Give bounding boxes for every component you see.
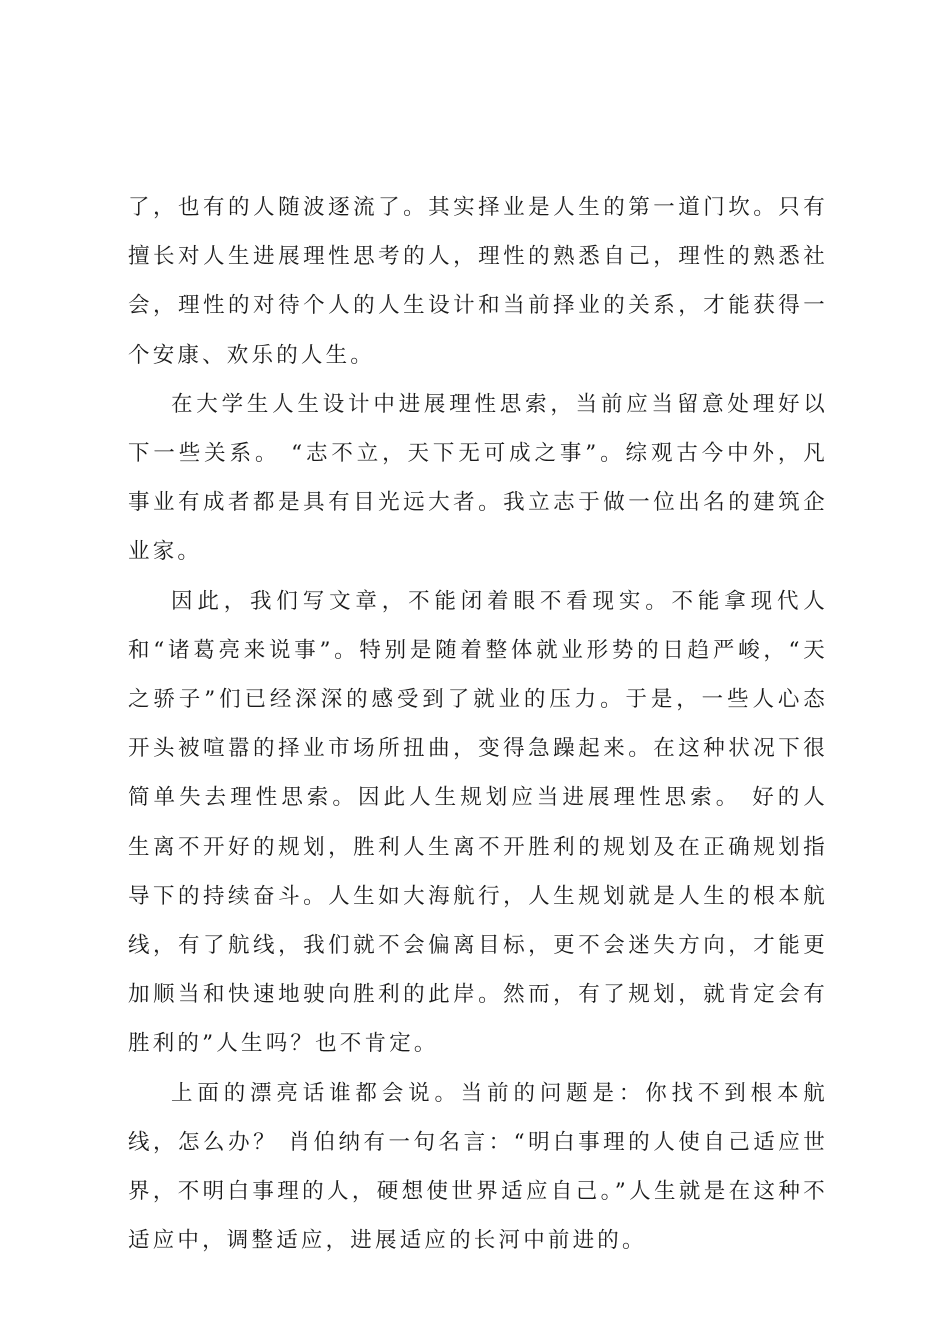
- document-body: [128, 183, 828, 1265]
- paragraph-3: 因此，我们写文章，不能闭着眼不看现实。不能拿现代人和“诸葛亮来说事”。特别是随着整体就业形势的日趋严峻，“天之骄子”们已经深深的感受到了就业的压力。于是，一些人心态开头被喧嚣的择业市场所扭曲，变得急躁起来。在这种状况下很简单失去理性思索。因此人生规划应当进展理性思索。 好的人生离不开好的规划，胜利人生离不开胜利的规划及在正确规划指导下的持续奋斗。人生如大海航行，人生规划就是人生的根本航线，有了航线，我们就不会偏离目标，更不会迷失方向，才能更加顺当和快速地驶向胜利的此岸。然而，有了规划，就肯定会有胜利的”人生吗？也不肯定。: [128, 588, 828, 1057]
- paragraph-2: 在大学生人生设计中进展理性思索，当前应当留意处理好以下一些关系。 “志不立，天下无可成之事”。综观古今中外，凡事业有成者都是具有目光远大者。我立志于做一位出名的建筑企业家。: [128, 391, 828, 565]
- paragraph-1: 了，也有的人随波逐流了。其实择业是人生的第一道门坎。只有擅长对人生进展理性思考的人，理性的熟悉自己，理性的熟悉社会，理性的对待个人的人生设计和当前择业的关系，才能获得一个安康、欢乐的人生。: [128, 195, 828, 368]
- paragraph-4: 上面的漂亮话谁都会说。当前的问题是：你找不到根本航线，怎么办？ 肖伯纳有一句名言：“明白事理的人使自己适应世界，不明白事理的人，硬想使世界适应自己。”人生就是在这种不适应中，调整适应，进展适应的长河中前进的。: [128, 1080, 828, 1254]
